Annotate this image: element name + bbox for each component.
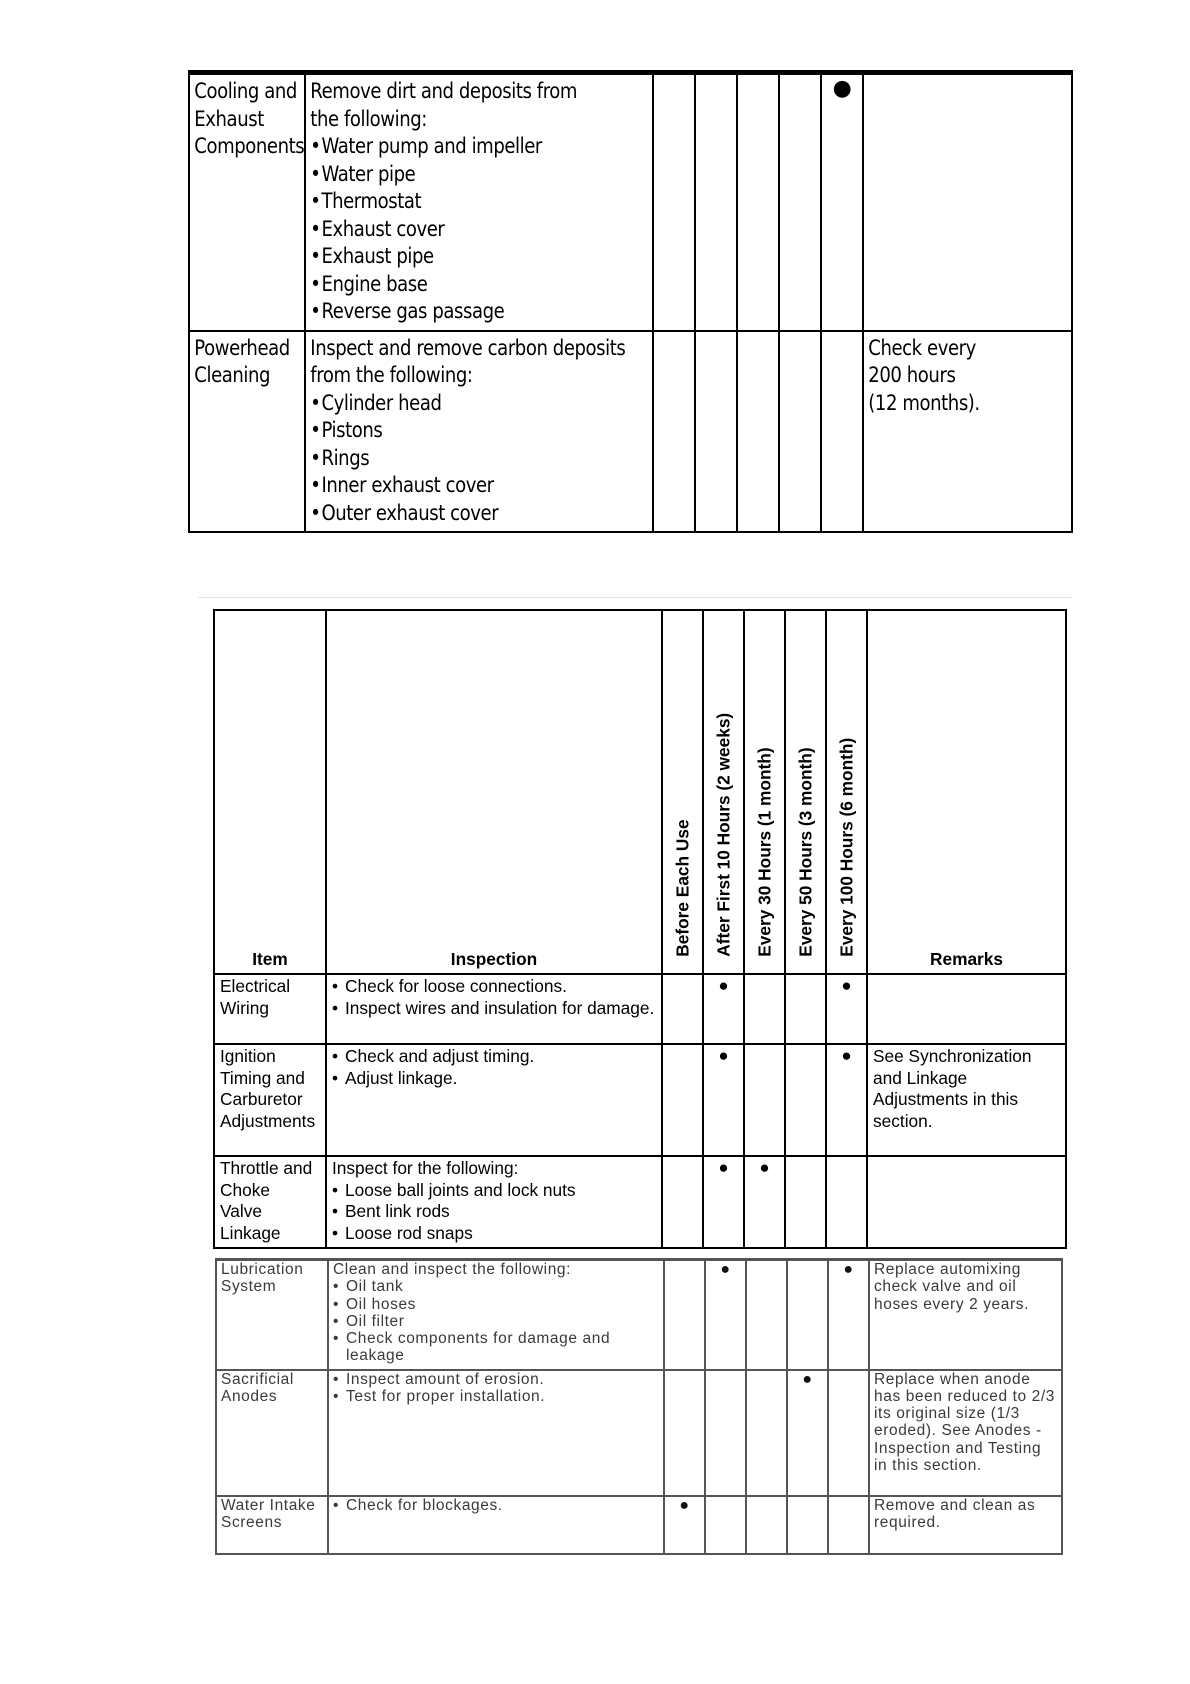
schedule-mark [705,1496,746,1554]
schedule-mark [737,331,779,533]
list-item: • Outer exhaust cover [310,500,625,528]
schedule-mark: ● [703,1156,744,1248]
schedule-mark: ● [821,73,863,331]
column-header-after-first-10: After First 10 Hours (2 weeks) [703,610,744,974]
schedule-mark [787,1496,828,1554]
list-item: • Exhaust pipe [310,243,577,271]
item-cell: Water Intake Screens [216,1496,328,1554]
schedule-mark: ● [744,1156,785,1248]
item-cell: Cooling and Exhaust Components [189,73,305,331]
list-item: • Oil tank [333,1278,659,1295]
list-item: • Thermostat [310,188,577,216]
schedule-mark [779,331,821,533]
table-row [216,1370,1062,1496]
column-header-every-30: Every 30 Hours (1 month) [744,610,785,974]
list-item: • Inner exhaust cover [310,472,625,500]
list-item: • Inspect amount of erosion. [333,1371,659,1388]
inspection-cell [328,1496,664,1554]
inspection-cell [326,974,662,1044]
schedule-mark [787,1260,828,1370]
list-item: • Reverse gas passage [310,298,577,326]
remarks-cell: Check every 200 hours (12 months). [863,331,1072,533]
schedule-mark [653,331,695,533]
column-header-before-each-use: Before Each Use [662,610,703,974]
list-item: • Bent link rods [332,1201,656,1223]
inspection-cell: Clean and inspect the following: • Oil tank • Oil hoses • Oil filter • Check components for damage and leakage [328,1260,664,1370]
remarks-cell [867,974,1066,1044]
list-item: • Rings [310,445,625,473]
schedule-mark: ● [828,1260,869,1370]
schedule-mark: ● [787,1370,828,1496]
column-header-every-100: Every 100 Hours (6 month) [826,610,867,974]
table-row [214,1044,1066,1156]
schedule-mark [705,1370,746,1496]
table-row [189,331,1072,533]
schedule-mark [821,331,863,533]
schedule-mark [828,1496,869,1554]
table-row [216,1496,1062,1554]
column-header-inspection: Inspection [326,610,662,974]
schedule-mark [785,974,826,1044]
schedule-mark: ● [826,1044,867,1156]
table-row [214,1156,1066,1248]
maintenance-table-lower [215,1258,1063,1555]
list-item: • Inspect wires and insulation for damage. [332,998,656,1020]
schedule-mark [828,1370,869,1496]
schedule-mark: ● [826,974,867,1044]
table-row [189,73,1072,331]
item-cell: Throttle and Choke Valve Linkage [214,1156,326,1248]
column-header-item: Item [214,610,326,974]
table-row [214,974,1066,1044]
schedule-mark: ● [703,974,744,1044]
list-item: • Oil hoses [333,1296,659,1313]
inspection-cell [328,1370,664,1496]
inspection-cell: Remove dirt and deposits from the following: • Water pump and impeller • Water pipe • Thermostat • Exhaust cover • Exhaust pipe • Engine base • Reverse gas passage [305,73,653,331]
item-cell: Powerhead Cleaning [189,331,305,533]
column-header-every-50: Every 50 Hours (3 month) [785,610,826,974]
list-item: • Loose rod snaps [332,1223,656,1245]
table-row [216,1260,1062,1370]
schedule-mark [785,1044,826,1156]
schedule-mark [746,1370,787,1496]
list-item: • Loose ball joints and lock nuts [332,1180,656,1202]
schedule-mark [746,1260,787,1370]
list-item: • Water pipe [310,161,577,189]
schedule-mark: ● [703,1044,744,1156]
schedule-mark [826,1156,867,1248]
schedule-mark [744,1044,785,1156]
schedule-mark [695,73,737,331]
list-item: • Check for blockages. [333,1497,659,1514]
schedule-mark [737,73,779,331]
remarks-cell: Remove and clean as required. [869,1496,1062,1554]
header-row [214,610,1066,974]
list-item: • Check for loose connections. [332,976,656,998]
item-cell: Electrical Wiring [214,974,326,1044]
list-item: • Pistons [310,417,625,445]
schedule-mark [779,73,821,331]
inspection-cell: Inspect for the following: • Loose ball joints and lock nuts • Bent link rods • Loose rod snaps [326,1156,662,1248]
list-item: • Check and adjust timing. [332,1046,656,1068]
schedule-mark [662,1156,703,1248]
schedule-mark [664,1370,705,1496]
item-cell: Lubrication System [216,1260,328,1370]
maintenance-table-top [188,70,1073,533]
remarks-cell: See Synchronization and Linkage Adjustments in this section. [867,1044,1066,1156]
list-item: • Oil filter [333,1313,659,1330]
schedule-mark [785,1156,826,1248]
remarks-cell: Replace automixing check valve and oil hoses every 2 years. [869,1260,1062,1370]
schedule-mark [744,974,785,1044]
item-cell: Ignition Timing and Carburetor Adjustments [214,1044,326,1156]
maintenance-schedule-table [213,609,1067,1249]
schedule-mark [746,1496,787,1554]
item-cell: Sacrificial Anodes [216,1370,328,1496]
list-item: • Cylinder head [310,390,625,418]
list-item: • Water pump and impeller [310,133,577,161]
inspection-cell [326,1044,662,1156]
schedule-mark [653,73,695,331]
section-divider [198,597,1073,598]
list-item: • Check components for damage and leakage [333,1330,659,1365]
remarks-cell [867,1156,1066,1248]
list-item: • Test for proper installation. [333,1388,659,1405]
list-item: • Adjust linkage. [332,1068,656,1090]
column-header-remarks: Remarks [867,610,1066,974]
schedule-mark [662,974,703,1044]
schedule-mark: ● [664,1496,705,1554]
list-item: • Engine base [310,271,577,299]
remarks-cell: Replace when anode has been reduced to 2/3 its original size (1/3 eroded). See Anodes - Inspection and Testing in this section. [869,1370,1062,1496]
schedule-mark: ● [705,1260,746,1370]
schedule-mark [695,331,737,533]
list-item: • Exhaust cover [310,216,577,244]
inspection-cell: Inspect and remove carbon deposits from the following: • Cylinder head • Pistons • Rings • Inner exhaust cover • Outer exhaust cover [305,331,653,533]
schedule-mark [662,1044,703,1156]
remarks-cell [863,73,1072,331]
schedule-mark [664,1260,705,1370]
